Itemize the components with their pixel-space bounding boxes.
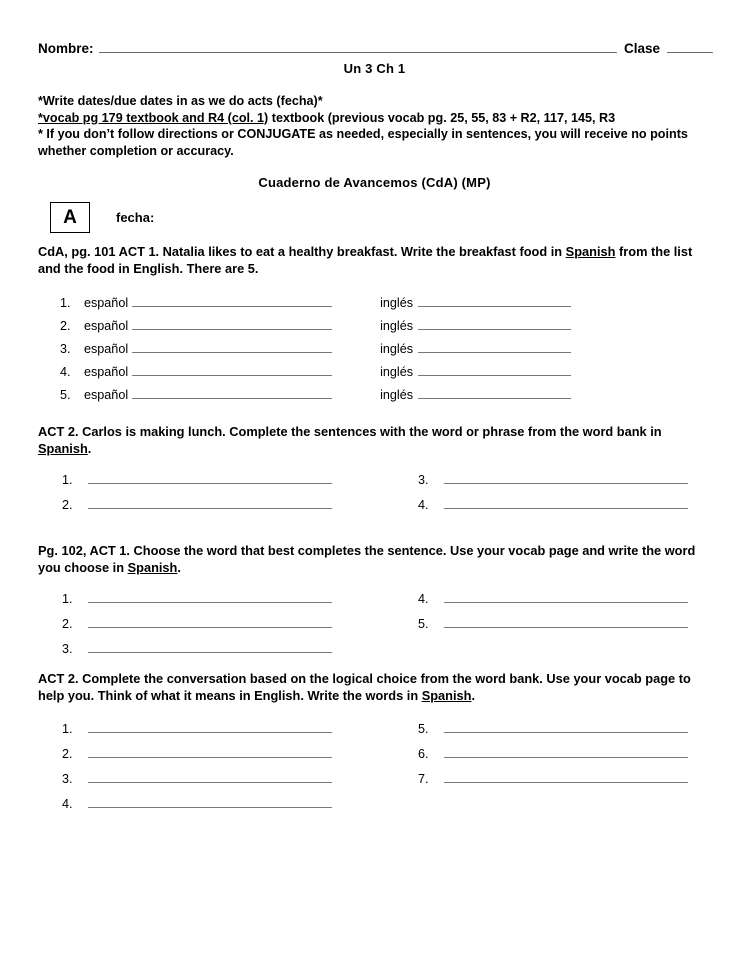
answer-number: 2.: [62, 498, 73, 512]
list-item: [60, 296, 560, 319]
answer-row: [418, 617, 688, 642]
ingles-write-line[interactable]: [418, 352, 571, 353]
ingles-write-line[interactable]: [418, 306, 571, 307]
answer-number: 2.: [62, 617, 73, 631]
list-number: 3.: [60, 342, 71, 356]
answer-number: 1.: [62, 592, 73, 606]
section-letter-box: A: [50, 202, 90, 233]
answer-column-left: [62, 473, 332, 523]
answer-row: [62, 498, 332, 523]
answer-row: [418, 747, 688, 772]
answer-row: [418, 722, 688, 747]
espanol-write-line[interactable]: [132, 352, 332, 353]
list-number: 2.: [60, 319, 71, 333]
answer-write-line[interactable]: [444, 483, 688, 484]
fecha-label: fecha:: [116, 210, 155, 225]
espanol-label: español: [84, 342, 129, 356]
answer-number: 5.: [418, 617, 429, 631]
list-item: [60, 388, 560, 411]
ingles-label: inglés: [380, 365, 414, 379]
answer-row: [62, 722, 332, 747]
answer-write-line[interactable]: [88, 732, 332, 733]
answer-write-line[interactable]: [88, 627, 332, 628]
answer-row: [62, 747, 332, 772]
espanol-label: español: [84, 388, 129, 402]
answer-number: 1.: [62, 722, 73, 736]
note-line-dates: *Write dates/due dates in as we do acts (fecha)*: [38, 94, 323, 108]
answer-number: 5.: [418, 722, 429, 736]
espanol-label: español: [84, 319, 129, 333]
answer-row: [418, 592, 688, 617]
ingles-label: inglés: [380, 342, 414, 356]
instruction-d-pre: ACT 2. Complete the conversation based on the logical choice from the word bank. Use your vocab page to help you. Think of what it means in English. Write the words in: [38, 671, 691, 703]
answer-number: 3.: [62, 642, 73, 656]
espanol-write-line[interactable]: [132, 375, 332, 376]
instruction-a-pre: CdA, pg. 101 ACT 1. Natalia likes to eat a healthy breakfast. Write the breakfast food in: [38, 244, 566, 259]
answer-number: 3.: [418, 473, 429, 487]
instruction-act2-conversation: [38, 670, 710, 704]
answer-row: [418, 498, 688, 523]
clase-label: Clase: [623, 41, 660, 56]
espanol-write-line[interactable]: [132, 329, 332, 330]
answer-write-line[interactable]: [444, 782, 688, 783]
espanol-write-line[interactable]: [132, 306, 332, 307]
unit-title: Un 3 Ch 1: [343, 61, 406, 76]
ingles-label: inglés: [380, 319, 414, 333]
instruction-b-underlined: Spanish: [38, 441, 88, 456]
answer-number: 4.: [418, 498, 429, 512]
instruction-c-post: .: [177, 560, 181, 575]
answer-row: [62, 473, 332, 498]
list-number: 4.: [60, 365, 71, 379]
answer-row: [62, 797, 332, 822]
cuaderno-title: Cuaderno de Avancemos (CdA) (MP): [258, 175, 491, 190]
answer-write-line[interactable]: [444, 602, 688, 603]
answer-write-line[interactable]: [88, 807, 332, 808]
answer-write-line[interactable]: [444, 757, 688, 758]
instruction-d-underlined: Spanish: [421, 688, 472, 703]
list-item: [60, 319, 560, 342]
answer-number: 7.: [418, 772, 429, 786]
nombre-label: Nombre:: [38, 41, 94, 56]
answer-write-line[interactable]: [444, 508, 688, 509]
list-item: [60, 342, 560, 365]
instruction-b-post: .: [87, 441, 92, 456]
section-a-header: [50, 202, 154, 233]
instruction-pg102-act1: [38, 542, 710, 576]
note-vocab-rest: textbook (previous vocab pg. 25, 55, 83 + R2, 117, 145, R3: [268, 110, 616, 125]
instruction-a-underlined: Spanish: [565, 244, 616, 259]
instruction-c-pre: Pg. 102, ACT 1. Choose the word that best completes the sentence. Use your vocab page and write the word you choose in: [38, 543, 696, 575]
answer-column-left: [62, 592, 332, 667]
answer-write-line[interactable]: [88, 602, 332, 603]
nombre-write-line[interactable]: [99, 52, 617, 53]
ingles-label: inglés: [380, 388, 414, 402]
answer-number: 3.: [62, 772, 73, 786]
notes-block: [38, 93, 710, 159]
name-class-header: [38, 41, 713, 56]
ingles-write-line[interactable]: [418, 398, 571, 399]
answer-column-right: [418, 722, 688, 797]
answer-column-right: [418, 592, 688, 642]
instruction-d-post: .: [471, 688, 476, 703]
answer-row: [418, 473, 688, 498]
answer-write-line[interactable]: [88, 757, 332, 758]
answer-number: 6.: [418, 747, 429, 761]
note-vocab-underlined: *vocab pg 179 textbook and R4 (col. 1): [38, 110, 269, 125]
answer-write-line[interactable]: [444, 732, 688, 733]
answer-number: 4.: [418, 592, 429, 606]
answer-column-right: [418, 473, 688, 523]
note-line-vocab: [38, 110, 710, 127]
espanol-label: español: [84, 296, 129, 310]
list-number: 1.: [60, 296, 71, 310]
answer-row: [62, 617, 332, 642]
answer-write-line[interactable]: [88, 782, 332, 783]
answer-write-line[interactable]: [444, 627, 688, 628]
instruction-a-post: from the list and the food in English. There are 5.: [38, 244, 693, 276]
instruction-act2-lunch: [38, 423, 710, 457]
espanol-label: español: [84, 365, 129, 379]
list-number: 5.: [60, 388, 71, 402]
instruction-c-underlined: Spanish: [127, 560, 178, 575]
answer-write-line[interactable]: [88, 483, 332, 484]
answer-number: 2.: [62, 747, 73, 761]
answer-row: [62, 592, 332, 617]
instruction-b-pre: ACT 2. Carlos is making lunch. Complete the sentences with the word or phrase from the word bank in: [38, 424, 662, 439]
answer-write-line[interactable]: [88, 508, 332, 509]
ingles-write-line[interactable]: [418, 329, 571, 330]
answer-number: 1.: [62, 473, 73, 487]
ingles-label: inglés: [380, 296, 414, 310]
ingles-write-line[interactable]: [418, 375, 571, 376]
answer-row: [62, 772, 332, 797]
answer-write-line[interactable]: [88, 652, 332, 653]
clase-write-line[interactable]: [667, 52, 713, 53]
answer-column-left: [62, 722, 332, 822]
answer-row: [418, 772, 688, 797]
spanish-english-list: [60, 296, 560, 411]
espanol-write-line[interactable]: [132, 398, 332, 399]
list-item: [60, 365, 560, 388]
note-line-directions: * If you don’t follow directions or CONJUGATE as needed, especially in sentences, you will receive no points whether completion or accuracy.: [38, 127, 688, 158]
answer-row: [62, 642, 332, 667]
instruction-cda-pg101: [38, 243, 710, 277]
answer-number: 4.: [62, 797, 73, 811]
